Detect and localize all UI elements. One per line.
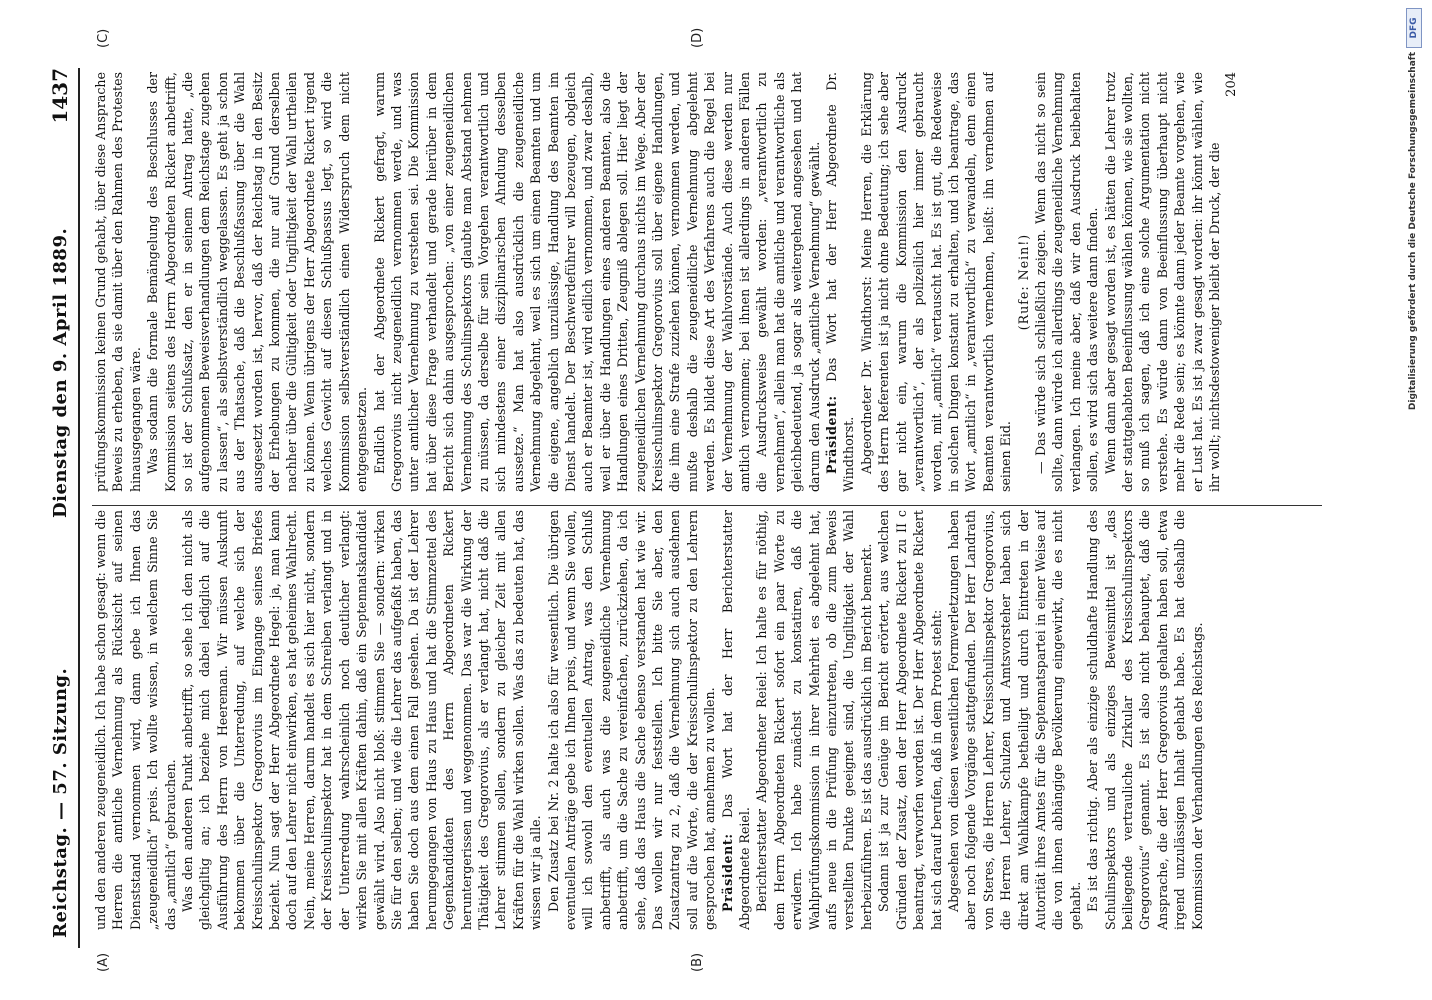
speaker-label: Präsident: [824,395,840,474]
paragraph: Es ist das richtig. Aber als einzige schuldhafte Handlung des Schulinspektors und als einziges Beweismittel ist „das beiliegende vertrauliche Zirkular des Kreisschulinspektors Gregorovius“ genannt. Es ist also nicht behauptet, daß die Ansprache, die der Herr Gregorovius gehalten haben soll, etwa irgend unzulässigen Inhalt gehabt habe. Es hat deshalb die Kommission der Verhandlungen des Reichstags. [1085,510,1205,930]
header-session: Reichstag. — 57. Sitzung. [50,667,71,938]
digitization-credit [1404,0,1426,1000]
paragraph: Sodann ist ja zur Genüge im Bericht erörtert, aus welchen Gründen der Zusatz, den der Herr Abgeordnete Rickert zu II c beantragt, verworfen worden ist. Der Herr Abgeordnete Rickert hat sich darauf berufen, daß in dem Protest steht: [876,510,944,930]
dfg-logo: DFG [1406,8,1422,48]
margin-letter-b: (B) [690,952,705,972]
right-text-column [92,72,1322,492]
page-number: 1437 [48,68,72,124]
column-divider [92,505,1322,506]
credit-text: Digitalisierung gefördert durch die Deutsche Forschungsgemeinschaft [1408,52,1418,411]
margin-letter-d: (D) [690,27,705,48]
paragraph [823,72,858,492]
paragraph: Berichterstatter Abgeordneter Reiel: Ich halte es für nöthig, dem Herrn Abgeordneten Rickert sofort ein paar Worte zu erwidern. Ich habe zunächst zu konstatiren, daß die Wahlprüfungskommission in ihrer Mehrheit es abgelehnt hat, aufs neue in die Prüfung einzutreten, ob die zum Beweis verstellten Punkte geeignet sind, die Ungiltigkeit der Wahl herbeizuführen. Es ist das ausdrücklich im Bericht bemerkt. [754,510,874,930]
paragraph: prüfungskommission keinen Grund gehabt, über diese Ansprache Beweis zu erheben, da sie damit über den Rahmen des Protestes hinausgegangen wäre. [93,72,143,492]
paragraph: Wenn dann aber gesagt worden ist, es hätten die Lehrer trotz der stattgehabten Beeinflussung wählen können, wie sie wollten, so muß ich sagen, daß ich eine solche Argumentation nicht verstehe. Es würde dann von Beeinflussung überhaupt nicht mehr die Rede sein; es könnte dann jeder Beamte vorgehen, wie er Lust hat. Es ist ja zwar gesagt worden: ihr könnt wählen, wie ihr wollt; nichtsdestoweniger bleibt der Druck, der die [1102,72,1222,492]
margin-letter-a: (A) [96,952,111,972]
left-text-column [92,510,1322,930]
signature-mark: 204 [1224,72,1240,97]
speech-text: Das Wort hat der Herr Berichterstatter Abgeordnete Reiel. [719,510,753,930]
paragraph: Abgeordneter Dr. Windthorst: Meine Herren, die Erklärung des Herrn Referenten ist ja nicht ohne Bedeutung; ich sehe aber gar nicht ein, warum die Kommission den Ausdruck „verantwortlich“, der als polizeilich hier immer gebraucht worden, mit „amtlich“ vertauscht hat. Es ist gut, die Redeweise in solchen Dingen konstant zu erhalten, und ich beantrage, das Wort „amtlich“ in „verantwortlich“ zu verwandeln, denn einen Beamten verantwortlich vernehmen, heißt: ihn vernehmen auf seinen Eid. [858,72,1014,492]
paragraph: Den Zusatz bei Nr. 2 halte ich also für wesentlich. Die übrigen eventuellen Anträge gebe ich Ihnen preis, und wenn Sie wollen, will ich sowohl den eventuellen Antrag, was den Schluß anbetrifft, als auch was die zeugeneidliche Vernehmung anbetrifft, um die Sache zu vereinfachen, zurückziehen, da ich sehe, daß das Haus die Sache ebenso verstanden hat wie wir. Das wollen wir nur feststellen. Ich bitte Sie aber, den Zusatzantrag zu 2, daß die Vernehmung sich auch ausdehnen soll auf die Worte, die der Kreisschulinspektor zu den Lehrern gesprochen hat, annehmen zu wollen. [545,510,718,930]
paragraph: und den anderen zeugeneidlich. Ich habe schon gesagt: wenn die Herren die amtliche Vernehmung als Rücksicht auf seinen Dienststand vernommen wird, dann gebe ich Ihnen das „zeugeneidlich“ preis. Ich wollte wissen, in welchem Sinne Sie das „amtlich“ gebrauchen. [93,510,178,930]
paragraph: — Das würde sich schließlich zeigen. Wenn das nicht so sein sollte, dann würde ich allerdings die zeugeneidliche Vernehmung verlangen. Ich meine aber, daß wir den Ausdruck beibehalten sollen, es wird sich das weitere dann finden. [1032,72,1101,492]
margin-letter-c: (C) [96,28,111,48]
paragraph: Abgesehen von diesen wesentlichen Formverletzungen haben aber noch folgende Vorgänge stattgefunden. Der Herr Landrath von Steres, die Herren Lehrer, Kreisschulinspektor Gregorovius, die Herren Lehrer, Schulzen und Amtsvorsteher haben sich direkt am Wahlkampfe betheiligt und durch Eintreten in der Autorität ihres Amtes für die Septennatspartei in einer Weise auf die von ihnen abhängige Bevölkerung eingewirkt, die es nicht gehabt. [945,510,1083,930]
speech-text: Das Wort hat der Herr Abgeordnete Dr. Windthorst. [824,72,857,492]
paragraph: Endlich hat der Abgeordnete Rickert gefragt, warum Gregorovius nicht zeugeneidlich vernommen werde, und was unter amtlicher Vernehmung zu verstehen sei. Die Kommission hat über diese Frage verhandelt und gerade hierüber in dem Bericht sich dahin ausgesprochen: „von einer zeugeneidlichen Vernehmung des Schulinspektors glaubte man Abstand nehmen zu müssen, da derselbe für sein Vorgehen verantwortlich und sich mindestens einer disziplinarischen Ahndung desselben aussetze.“ Man hat also ausdrücklich die zeugeneidliche Vernehmung abgelehnt, weil es sich um einen Beamten und um die eigene, angeblich unzulässige, Handlung des Beamten im Dienst handelt. Der Beschwerdeführer will bezeugen, obgleich auch er Beamter ist, wird eidlich vernommen, und zwar deshalb, weil er über die Handlungen eines anderen Beamten, also die Handlungen eines Dritten, Zeugniß ablegen soll. Hier liegt der zeugeneidlichen Vernehmung durchaus nichts im Wege. Aber der Kreisschulinspektor Gregorovius soll über eigene Handlungen, die ihm eine Strafe zuziehen können, vernommen werden, und mußte deshalb die zeugeneidliche Vernehmung abgelehnt werden. Es bildet diese Art des Verfahrens auch die Regel bei der Vernehmung der Wahlvorstände. Auch diese werden nur amtlich vernommen; bei ihnen ist allerdings in anderen Fällen die Ausdrucksweise gewählt worden: „verantwortlich zu vernehmen“, allein man hat die amtliche und verantwortliche als gleichbedeutend, ja sogar als weitergehend angesehen und hat darum den Ausdruck „amtliche Vernehmung“ gewählt. [371,72,822,492]
paragraph: (Rufe: Nein!) [1015,233,1031,331]
paragraph [719,510,754,930]
paragraph: Was den anderen Punkt anbetrifft, so sehe ich den nicht als gleichgiltig an; ich beziehe mich dabei lediglich auf die Ausführung des Herrn von Heereman. Wir müssen Auskunft bekommen über die Unterredung, auf welche sich der Kreisschulinspektor Gregorovius im Eingange seines Briefes bezieht. Nun sagt der Herr Abgeordnete Hegel: ja, man kann doch auf den Lehrer nicht einwirken, es hat geheimes Wahlrecht. Nein, meine Herren, darum handelt es sich hier nicht, sondern der Kreisschulinspektor hat in dem Schreiben verlangt und in der Unterredung wahrscheinlich noch deutlicher verlangt: wirken Sie mit allen Kräften dahin, daß ein Septennatskandidat gewählt wird. Also nicht bloß: stimmen Sie — sondern: wirken Sie für den selben; und wie die Lehrer das aufgefaßt haben, das haben Sie doch aus dem einen Fall gesehen. Da ist der Lehrer herumgegangen von Haus zu Haus und hat die Stimmzettel des Gegenkandidaten des Herrn Abgeordneten Rickert heruntergerissen und weggenommen. Das war die Wirkung der Thätigkeit des Gregorovius, als er verlangt hat, nicht daß die Lehrer stimmen sollen, sondern zu gleicher Zeit mit allen Kräften für die Wahl wirken sollen. Was das zu bedeuten hat, das wissen wir ja alle. [180,510,544,930]
header-date: Dienstag den 9. April 1889. [50,227,71,518]
speaker-label: Präsident: [719,833,735,912]
paragraph: Was sodann die formale Bemängelung des Beschlusses der Kommission seitens des Herrn Abgeordneten Rickert anbetrifft, so ist der Schlußsatz, den er in seinem Antrag hatte, „die aufgenommenen Beweisverhandlungen dem Reichstage zugehen zu lassen“, als selbstverständlich weggelassen. Es geht ja schon aus der Thatsache, daß die Beschlußfassung über die Wahl ausgesetzt worden ist, hervor, daß der Reichstag in den Besitz der Erhebungen zu kommen, die nur auf Grund derselben nachher über die Gültigkeit oder Ungiltigkeit der Wahl urtheilen zu können. Wenn übrigens der Herr Abgeordnete Rickert irgend welches Gewicht auf diesen Schlußpassus legt, so wird die Kommission selbstverständlich einen Widerspruch dem nicht entgegensetzen. [145,72,370,492]
page-header [44,68,80,948]
